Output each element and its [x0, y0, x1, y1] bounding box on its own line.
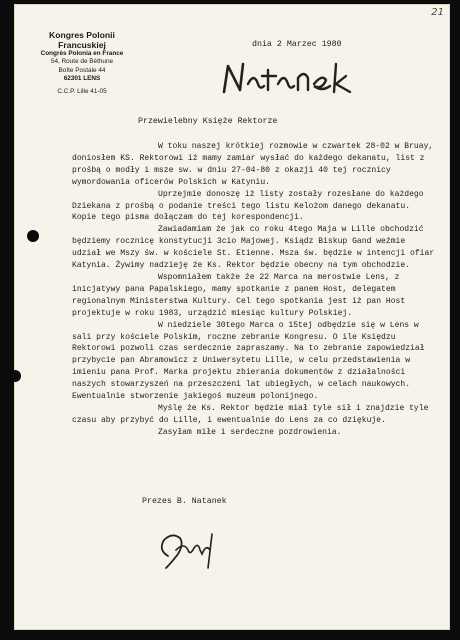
org-ccp: C.C.P. Lille 41-05	[57, 87, 107, 95]
handwritten-name-natanek	[218, 56, 366, 102]
paragraph-1: W toku naszej krótkiej rozmowie w czwartek 28-02 w Bruay, doniosłem KS. Rektorowi iż mamy zamiar wysłać do każdego dekanatu, list z prośbą o modły i msze sw. w dniu 27-04-80 z okazji 40 tej rocznicy wymordowania oficerów Polskich w Katyniu.	[72, 142, 434, 187]
letter-date: dnia 2 Marzec 1980	[252, 40, 342, 49]
paragraph-3: Zawiadamiam że jak co roku 4tego Maja w Lille obchodzić będziemy rocznicę konstytucji 3cio Majowej. Ksiądz Biskup Gand weźmie udział we Mszy św. w kościele St. Etienne. Msza św. będzie w intencji ofiar Katynia. Żywimy nadzieję że Ks. Rektor będzie obecny na tym obchodzie.	[72, 225, 435, 271]
org-city: 62301 LENS	[63, 75, 101, 83]
org-po-box: Boîte Postale 44	[58, 66, 106, 74]
letterhead	[32, 30, 132, 95]
org-name: Kongres Polonii Francuskiej	[49, 30, 115, 50]
paragraph-6: Myślę że Ks. Rektor będzie miał tyle sił i znajdzie tyle czasu aby przybyć do Lille, i ewentualnie do Lens za co dziękuje.	[72, 403, 429, 425]
page-number: 21	[431, 7, 444, 18]
salutation: Przewielebny Księże Rektorze	[138, 117, 278, 126]
paragraph-2: Uprzejmie donoszę iż listy zostały rozesłane do każdego Dziekana z prośbą o podanie treści tego listu Kelożom danego dekanatu. Kopie tego pisma dołączam do tej korespondencji.	[72, 189, 424, 223]
letter-page	[14, 4, 450, 630]
punch-hole-top	[27, 230, 39, 242]
paragraph-5: W niedziele 30tego Marca o 15tej odbędzie się w Lens w sali przy kościele Polskim, roczne zebranie Kongresu. O ile Księdzu Rektorowi pozwoli czas serdecznie zapraszamy. Na to zebranie zapowiedział przybycie pan Abramowicz z Uniwersytetu Lille, w celu przedstawienia w imieniu pana Prof. Marka projektu zbierania dokumentów z działalności naszych stowarzyszeń na przeszczeni lat ubiegłych, w celach naukowych. Ewentualnie stworzenie jakiegoś muzeum polonijnego.	[72, 320, 425, 402]
signoff: Prezes B. Natanek	[142, 497, 227, 506]
org-name-fr: Congrès Polonia en France	[40, 50, 124, 57]
org-street: 54, Route de Béthune	[50, 58, 114, 66]
paragraph-4: Wspomniałem także że 22 Marca na merostwie Lens, z inicjatywy pana Papalskiego, mamy spotkanie z panem Host, delegatem regionalnym Ministerstwa Kultury. Cel tego spotkania jest iż pan Host projektuje w roku 1983, urządzić miesiąc kultury Polskiej.	[72, 272, 406, 318]
handwritten-signature	[154, 524, 224, 574]
punch-hole-bottom	[9, 370, 21, 382]
letter-body	[72, 141, 438, 439]
paragraph-7: Zasyłam miłe i serdeczne pozdrowienia.	[158, 427, 342, 437]
